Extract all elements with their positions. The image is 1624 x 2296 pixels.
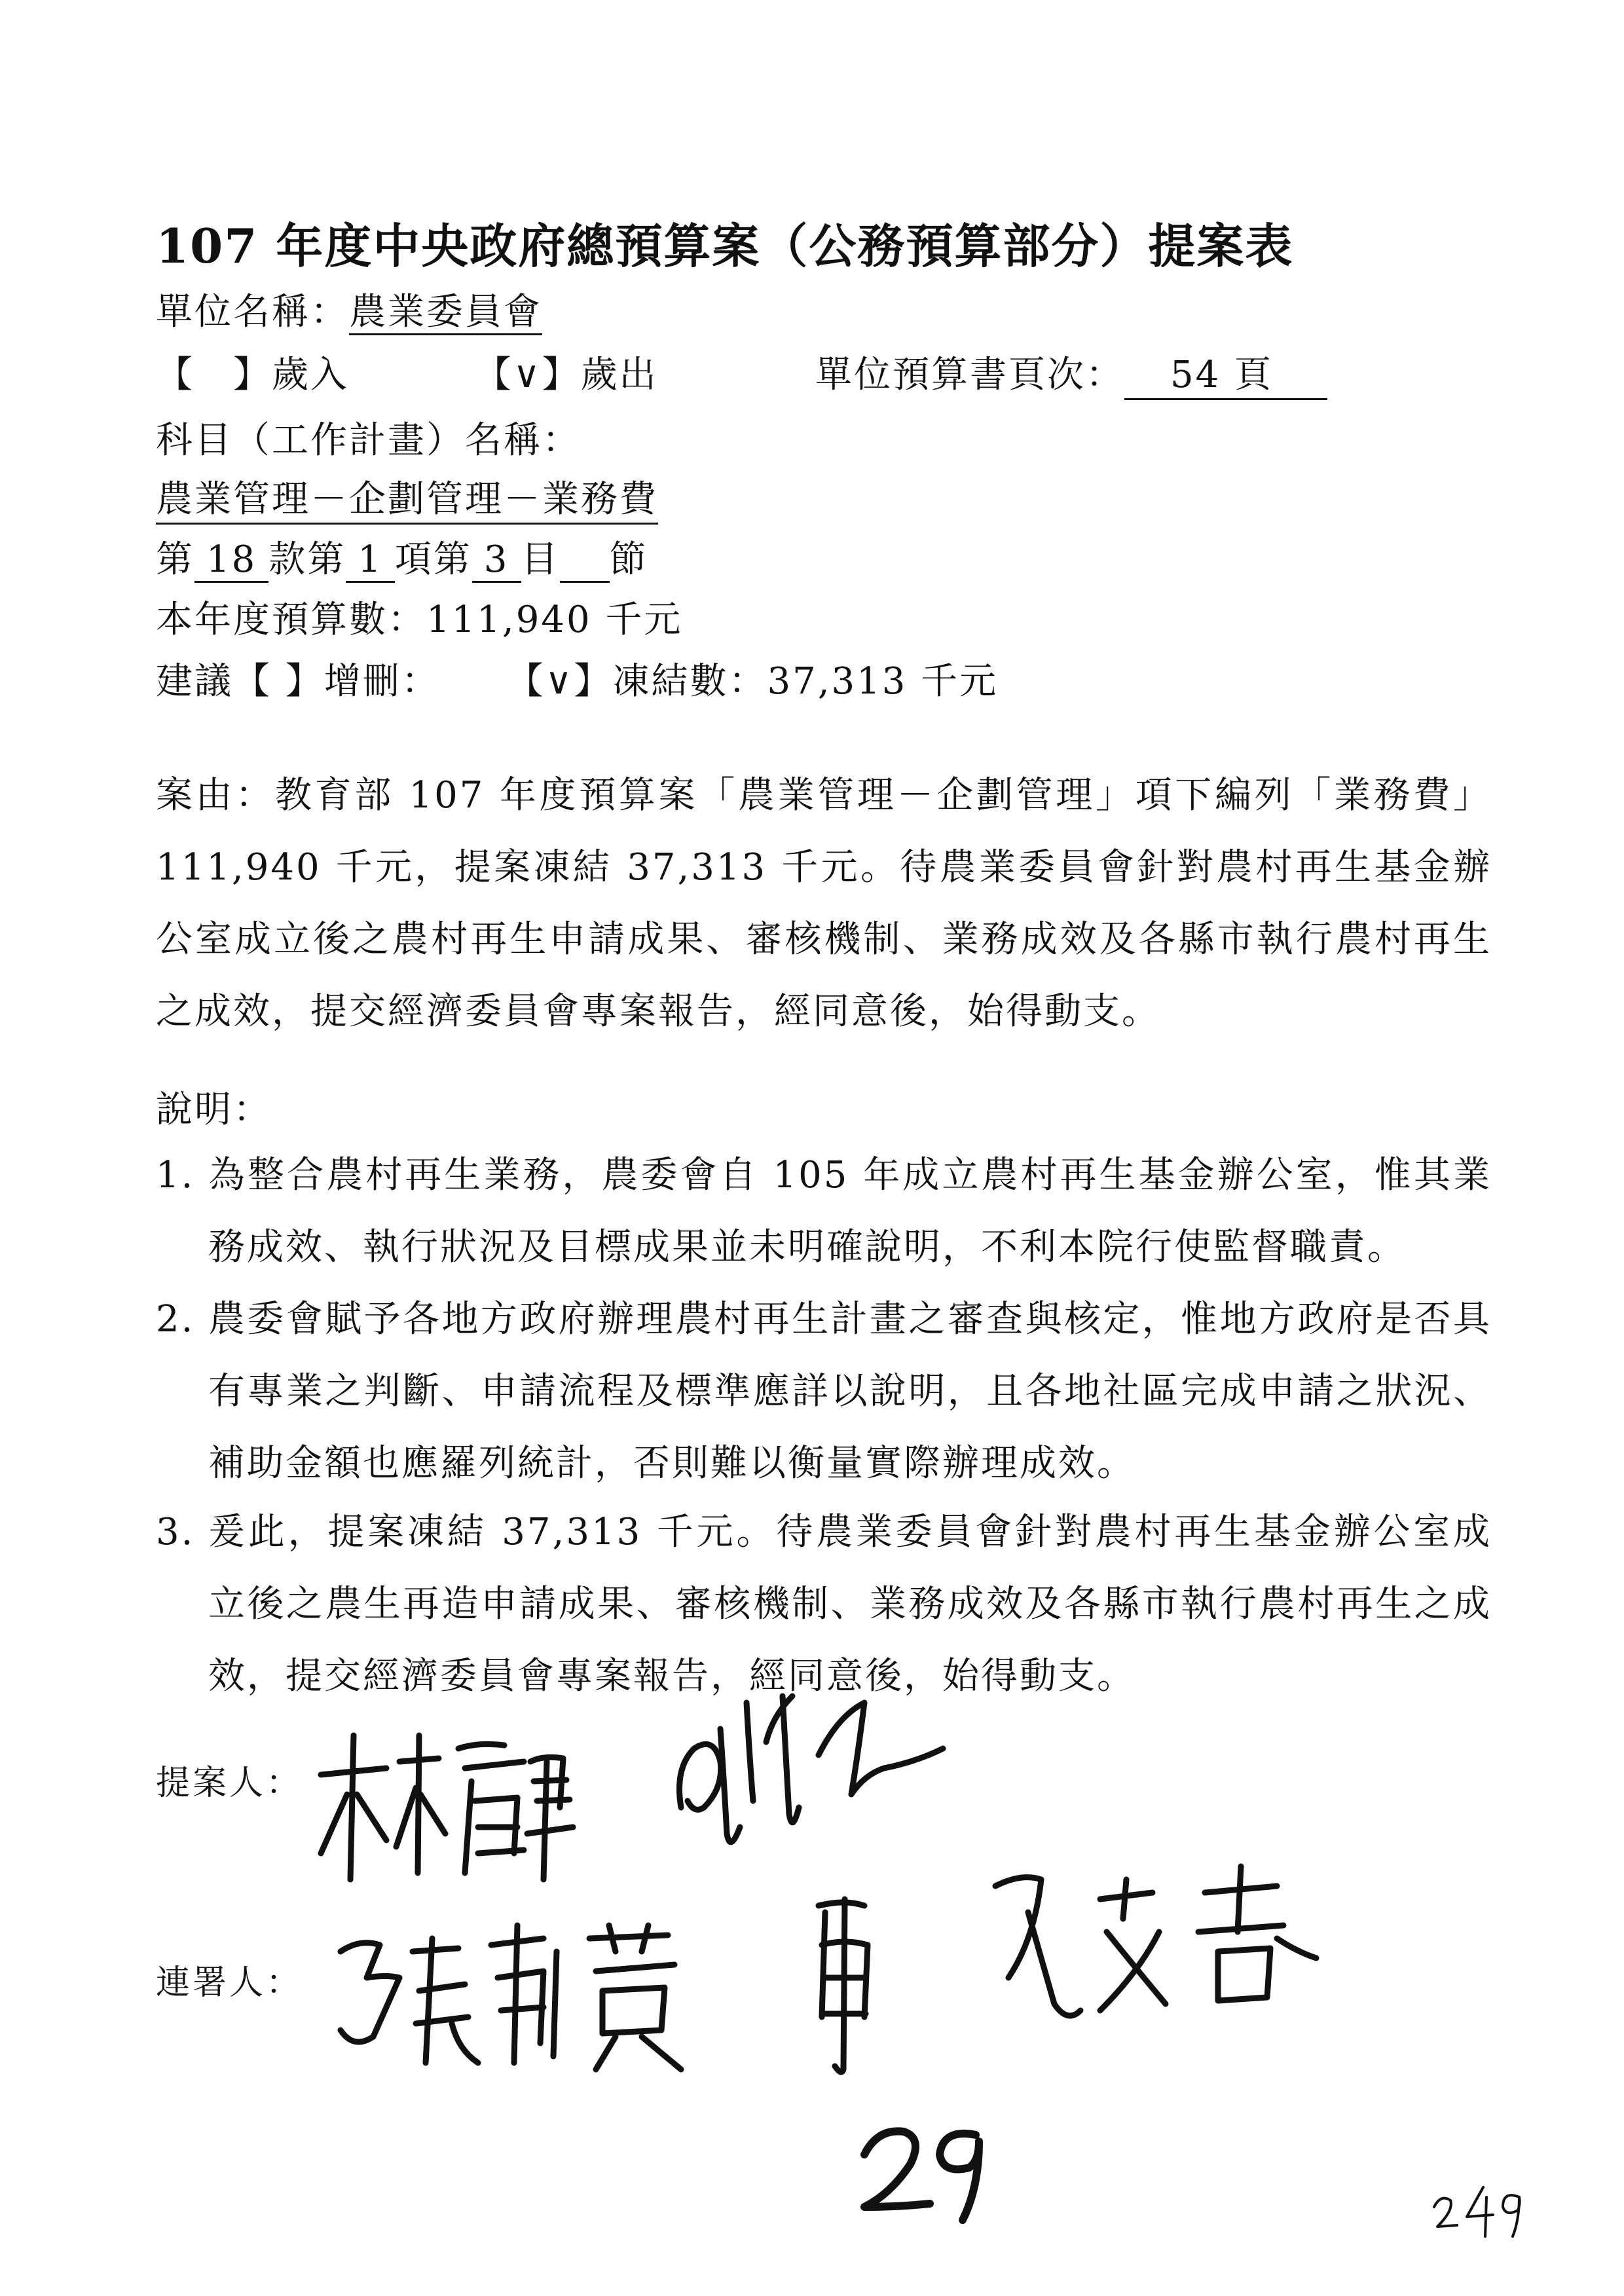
case-text: 案由：教育部 107 年度預算案「農業管理－企劃管理」項下編列「業務費」111,940 千元，提案凍結 37,313 千元。待農業委員會針對農村再生基金辦公室成立後之農村再生申請成果、審核機制、業務成效及各縣市執行農村再生之成效，提交經濟委員會專案報告，經同意後，始得動支。 <box>156 774 1492 1033</box>
cosigner-signature-3 <box>969 1860 1336 2037</box>
subject-label: 科目（工作計畫）名稱： <box>156 419 581 462</box>
suggest-line <box>156 652 998 705</box>
unit-value: 農業委員會 <box>349 291 542 335</box>
explanation-label: 說明： <box>156 1088 272 1131</box>
kuan-value: 18 <box>194 538 268 583</box>
cut-label: 增刪： <box>323 660 440 703</box>
kuan-prefix: 第 <box>156 538 194 581</box>
xiang-label: 項第 <box>394 538 472 581</box>
item-text: 農委會賦予各地方政府辦理農村再生計畫之審查與核定，惟地方政府是否具有專業之判斷、申請流程及標準應詳以說明，且各地社區完成申請之狀況、補助金額也應羅列統計，否則難以衡量實際辦理成效。 <box>208 1298 1492 1485</box>
item-number: 3. <box>156 1511 195 1553</box>
item-text: 爰此，提案凍結 37,313 千元。待農業委員會針對農村再生基金辦公室成立後之農生再造申請成果、審核機制、業務成效及各縣市執行農村再生之成效，提交經濟委員會專案報告，經同意後，始得動支。 <box>208 1511 1492 1697</box>
jie-value <box>560 548 610 583</box>
item-number: 1. <box>156 1154 195 1196</box>
expense-checkbox: 【∨】 <box>474 354 581 396</box>
item-text: 為整合農村再生業務，農委會自 105 年成立農村再生基金辦公室，惟其業務成效、執行狀況及目標成果並未明確說明，不利本院行使監督職責。 <box>208 1154 1492 1268</box>
budget-label: 本年度預算數： <box>156 599 426 641</box>
subject-value: 農業管理－企劃管理－業務費 <box>156 470 658 525</box>
revenue-checkbox: 【 】 <box>156 354 272 396</box>
page-ref-value: 54 頁 <box>1124 346 1327 400</box>
mu-label: 目 <box>521 538 560 581</box>
cut-checkbox: 【 】 <box>233 660 324 703</box>
explanation-item <box>156 1139 1492 1284</box>
proposer-signature-1 <box>308 1722 589 1893</box>
kuan-label: 款第 <box>268 538 346 581</box>
xiang-value: 1 <box>346 538 395 583</box>
jie-label: 節 <box>609 538 648 581</box>
handwritten-page-number <box>851 2115 1002 2227</box>
item-number: 2. <box>156 1298 195 1341</box>
item-number-line <box>156 530 648 583</box>
type-line <box>156 346 658 398</box>
form-title: 107 年度中央政府總預算案（公務預算部分）提案表 <box>156 218 1294 274</box>
suggest-label: 建議 <box>156 660 233 703</box>
cosigner-label: 連署人： <box>156 1963 303 2003</box>
page-ref-label: 單位預算書頁次： <box>815 354 1124 396</box>
freeze-checkbox: 【∨】 <box>506 660 613 703</box>
budget-line <box>156 591 682 643</box>
cosigner-signature-1 <box>327 1912 694 2076</box>
page-ref-line <box>815 346 1327 400</box>
mu-value: 3 <box>472 538 521 583</box>
unit-line <box>156 283 542 335</box>
unit-label: 單位名稱： <box>156 291 349 333</box>
freeze-label: 凍結數： <box>612 660 767 703</box>
budget-value: 111,940 千元 <box>426 599 683 641</box>
proposer-label: 提案人： <box>156 1764 303 1803</box>
proposer-signature-2 <box>668 1676 963 1866</box>
page-number <box>1428 2181 1526 2240</box>
expense-label: 歲出 <box>580 354 658 396</box>
explanation-item <box>156 1284 1492 1500</box>
revenue-label: 歲入 <box>272 354 349 396</box>
freeze-value: 37,313 千元 <box>767 660 999 703</box>
cosigner-signature-2 <box>805 1886 884 2076</box>
